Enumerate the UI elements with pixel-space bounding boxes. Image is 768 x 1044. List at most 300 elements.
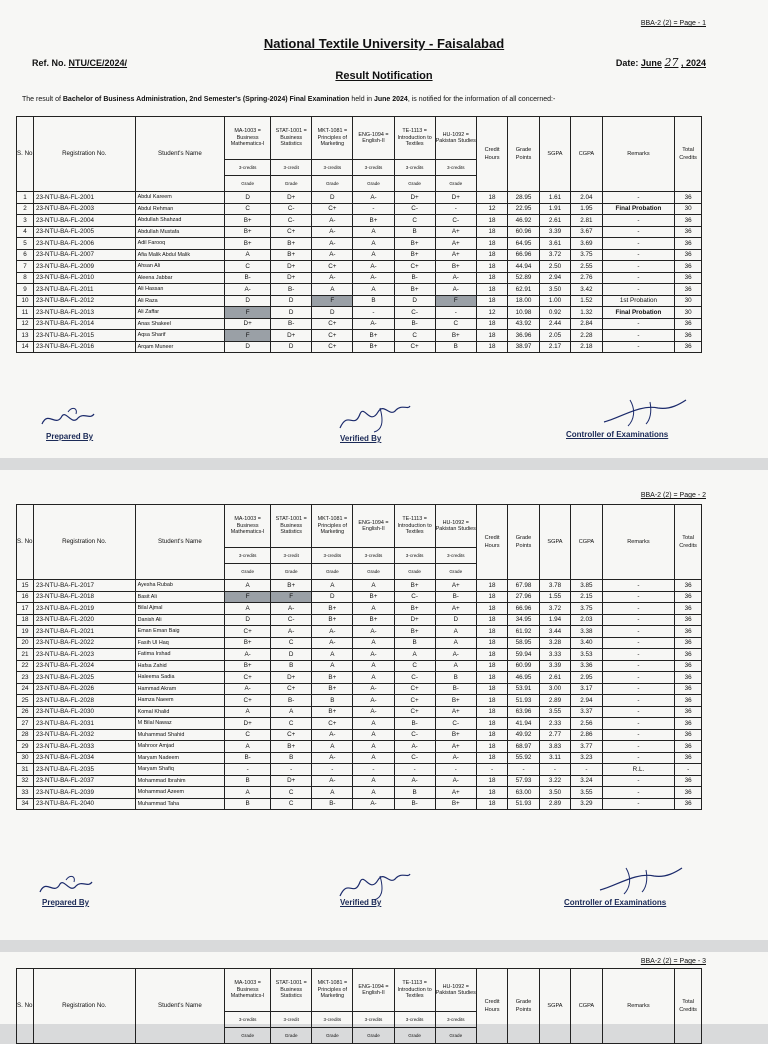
cgpa: 3.37 bbox=[571, 706, 602, 718]
course-grade: A- bbox=[353, 798, 394, 810]
course-code: MKT-1081 = bbox=[317, 128, 348, 135]
course-grade: B+ bbox=[271, 238, 312, 250]
course-grade: F bbox=[271, 591, 312, 603]
result-sheet-page-2 bbox=[0, 470, 768, 940]
cgpa: 3.38 bbox=[571, 626, 602, 638]
col-student-name: Student's Name bbox=[135, 505, 225, 580]
student-name: Arqam Muneer bbox=[135, 341, 225, 353]
course-grade: C- bbox=[271, 215, 312, 227]
remarks: - bbox=[602, 614, 675, 626]
cgpa: 3.75 bbox=[571, 249, 602, 261]
col-sno: S. No. bbox=[17, 117, 34, 192]
intro-post: , is notified for the information of all concerned:- bbox=[407, 96, 556, 103]
course-grade: B bbox=[271, 660, 312, 672]
total-credits: 36 bbox=[675, 775, 702, 787]
verified-signature bbox=[334, 400, 414, 434]
course-credits: 3-credit bbox=[271, 548, 312, 564]
course-grade: B- bbox=[225, 752, 271, 764]
course-grade: D+ bbox=[271, 330, 312, 342]
course-grade: A bbox=[353, 672, 394, 684]
registration-number: 23-NTU-BA-FL-2035 bbox=[33, 764, 135, 776]
table-row bbox=[17, 706, 702, 718]
student-name: Basit Ali bbox=[135, 591, 225, 603]
registration-number: 23-NTU-BA-FL-2018 bbox=[33, 591, 135, 603]
student-name: Maryam Shafiq bbox=[135, 764, 225, 776]
serial-number: 23 bbox=[17, 672, 34, 684]
total-credits: 36 bbox=[675, 798, 702, 810]
course-grade: B+ bbox=[394, 626, 435, 638]
serial-number: 25 bbox=[17, 695, 34, 707]
course-grade: B bbox=[271, 752, 312, 764]
student-name: Aqsa Sharif bbox=[135, 330, 225, 342]
course-grade: A bbox=[353, 741, 394, 753]
course-code: STAT-1001 = bbox=[275, 128, 307, 135]
total-credits: 30 bbox=[675, 203, 702, 215]
course-grade: A- bbox=[312, 637, 353, 649]
credit-hours: 18 bbox=[476, 626, 507, 638]
total-credits: 36 bbox=[675, 683, 702, 695]
col-course bbox=[312, 969, 353, 1012]
course-grade: A- bbox=[312, 272, 353, 284]
serial-number: 18 bbox=[17, 614, 34, 626]
grade-label: Grade bbox=[353, 564, 394, 580]
col-sno: S. No. bbox=[17, 505, 34, 580]
remarks: - bbox=[602, 238, 675, 250]
serial-number: 9 bbox=[17, 284, 34, 296]
grade-points: 34.95 bbox=[508, 614, 539, 626]
course-grade: A+ bbox=[435, 238, 476, 250]
grade-points: 60.99 bbox=[508, 660, 539, 672]
course-grade: B- bbox=[225, 272, 271, 284]
table-row bbox=[17, 764, 702, 776]
remarks: - bbox=[602, 261, 675, 273]
total-credits: 36 bbox=[675, 706, 702, 718]
course-grade: B- bbox=[394, 718, 435, 730]
course-title: Pakistan Studies bbox=[435, 526, 476, 532]
remarks: - bbox=[602, 341, 675, 353]
sgpa: 3.61 bbox=[539, 238, 570, 250]
serial-number: 31 bbox=[17, 764, 34, 776]
course-grade: C- bbox=[394, 307, 435, 319]
col-total-credits: Total Credits bbox=[675, 969, 702, 1044]
course-grade: A bbox=[353, 752, 394, 764]
course-grade: C+ bbox=[312, 261, 353, 273]
table-row bbox=[17, 649, 702, 661]
remarks: - bbox=[602, 672, 675, 684]
sgpa: 3.28 bbox=[539, 637, 570, 649]
registration-number: 23-NTU-BA-FL-2028 bbox=[33, 695, 135, 707]
cgpa: 1.95 bbox=[571, 203, 602, 215]
course-grade: F bbox=[225, 330, 271, 342]
grade-points: 10.98 bbox=[508, 307, 539, 319]
col-remarks: Remarks bbox=[602, 969, 675, 1044]
student-name: Fasih Ul Haq bbox=[135, 637, 225, 649]
remarks: - bbox=[602, 249, 675, 261]
credit-hours: 18 bbox=[476, 729, 507, 741]
total-credits: 36 bbox=[675, 660, 702, 672]
table-row bbox=[17, 261, 702, 273]
registration-number: 23-NTU-BA-FL-2003 bbox=[33, 203, 135, 215]
student-name: Hafsa Zahid bbox=[135, 660, 225, 672]
course-grade: D+ bbox=[271, 272, 312, 284]
table-row bbox=[17, 192, 702, 204]
course-title: English-II bbox=[362, 138, 385, 144]
serial-number: 26 bbox=[17, 706, 34, 718]
credit-hours: 18 bbox=[476, 718, 507, 730]
col-registration: Registration No. bbox=[33, 117, 135, 192]
student-name: Anas Shakeel bbox=[135, 318, 225, 330]
course-grade: - bbox=[271, 764, 312, 776]
table-row bbox=[17, 637, 702, 649]
grade-points: 22.95 bbox=[508, 203, 539, 215]
credit-hours: 18 bbox=[476, 261, 507, 273]
registration-number: 23-NTU-BA-FL-2004 bbox=[33, 215, 135, 227]
course-grade: A bbox=[353, 284, 394, 296]
course-grade: A bbox=[353, 718, 394, 730]
course-title: Introduction to Textiles bbox=[397, 522, 432, 536]
course-grade: C bbox=[271, 787, 312, 799]
course-grade: B bbox=[394, 637, 435, 649]
course-credits: 3-credits bbox=[394, 160, 435, 176]
course-grade: A- bbox=[353, 626, 394, 638]
serial-number: 30 bbox=[17, 752, 34, 764]
course-grade: B- bbox=[394, 272, 435, 284]
total-credits: 36 bbox=[675, 215, 702, 227]
course-grade: A+ bbox=[435, 580, 476, 592]
total-credits: 36 bbox=[675, 261, 702, 273]
course-grade: A bbox=[353, 226, 394, 238]
student-name: Adil Farooq bbox=[135, 238, 225, 250]
course-grade: C- bbox=[271, 203, 312, 215]
cgpa: 3.24 bbox=[571, 775, 602, 787]
credit-hours: 18 bbox=[476, 695, 507, 707]
page-number: BBA-2 (2) = Page - 1 bbox=[640, 20, 706, 27]
col-grade-points: Grade Points bbox=[508, 505, 539, 580]
verified-signature bbox=[334, 868, 414, 902]
grade-points: 52.89 bbox=[508, 272, 539, 284]
remarks: - bbox=[602, 775, 675, 787]
course-grade: C+ bbox=[312, 203, 353, 215]
registration-number: 23-NTU-BA-FL-2011 bbox=[33, 284, 135, 296]
serial-number: 19 bbox=[17, 626, 34, 638]
course-grade: A- bbox=[353, 649, 394, 661]
cgpa: 3.53 bbox=[571, 649, 602, 661]
course-grade: B bbox=[353, 295, 394, 307]
remarks: - bbox=[602, 741, 675, 753]
remarks: - bbox=[602, 192, 675, 204]
table-row bbox=[17, 603, 702, 615]
grade-points: 38.97 bbox=[508, 341, 539, 353]
course-credits: 3-credits bbox=[394, 1012, 435, 1028]
credit-hours: 18 bbox=[476, 649, 507, 661]
col-cgpa: CGPA bbox=[571, 505, 602, 580]
total-credits: 30 bbox=[675, 295, 702, 307]
student-name: Ayesha Rubab bbox=[135, 580, 225, 592]
cgpa: 2.94 bbox=[571, 695, 602, 707]
course-grade: B- bbox=[271, 695, 312, 707]
serial-number: 4 bbox=[17, 226, 34, 238]
course-grade: B+ bbox=[435, 798, 476, 810]
course-grade: A bbox=[353, 787, 394, 799]
remarks: R.L. bbox=[602, 764, 675, 776]
result-table bbox=[16, 116, 702, 353]
grade-points: 53.91 bbox=[508, 683, 539, 695]
course-grade: A- bbox=[353, 706, 394, 718]
serial-number: 16 bbox=[17, 591, 34, 603]
remarks: - bbox=[602, 649, 675, 661]
course-grade: D+ bbox=[435, 192, 476, 204]
col-course bbox=[353, 505, 394, 548]
course-code: HU-1092 = bbox=[442, 131, 469, 138]
total-credits: 36 bbox=[675, 318, 702, 330]
remarks: - bbox=[602, 660, 675, 672]
course-credits: 3-credits bbox=[353, 548, 394, 564]
serial-number: 28 bbox=[17, 729, 34, 741]
course-grade: C- bbox=[394, 203, 435, 215]
course-grade: A bbox=[353, 603, 394, 615]
sgpa: 3.00 bbox=[539, 683, 570, 695]
table-row bbox=[17, 226, 702, 238]
grade-points: 43.92 bbox=[508, 318, 539, 330]
serial-number: 21 bbox=[17, 649, 34, 661]
course-grade: A- bbox=[435, 272, 476, 284]
course-grade: B bbox=[312, 695, 353, 707]
registration-number: 23-NTU-BA-FL-2031 bbox=[33, 718, 135, 730]
course-grade: A bbox=[394, 649, 435, 661]
course-code: ENG-1094 = bbox=[358, 983, 389, 990]
controller-label: Controller of Examinations bbox=[566, 430, 669, 439]
course-grade: B+ bbox=[225, 226, 271, 238]
col-credit-hours: Credit Hours bbox=[476, 969, 507, 1044]
course-grade: A- bbox=[394, 741, 435, 753]
table-row bbox=[17, 318, 702, 330]
course-grade: B+ bbox=[312, 614, 353, 626]
student-name: Ali Hassan bbox=[135, 284, 225, 296]
course-grade: A+ bbox=[435, 706, 476, 718]
credit-hours: - bbox=[476, 764, 507, 776]
total-credits: 30 bbox=[675, 307, 702, 319]
cgpa: 3.55 bbox=[571, 787, 602, 799]
course-title: Business Statistics bbox=[280, 134, 303, 148]
course-grade: C+ bbox=[312, 318, 353, 330]
course-grade: C- bbox=[435, 215, 476, 227]
course-grade: - bbox=[353, 764, 394, 776]
course-grade: B+ bbox=[225, 660, 271, 672]
remarks: - bbox=[602, 695, 675, 707]
course-grade: C bbox=[225, 729, 271, 741]
course-grade: A+ bbox=[435, 787, 476, 799]
cgpa: 2.56 bbox=[571, 718, 602, 730]
grade-label: Grade bbox=[435, 1028, 476, 1044]
course-grade: A- bbox=[225, 284, 271, 296]
course-grade: C- bbox=[394, 752, 435, 764]
grade-points: 46.92 bbox=[508, 215, 539, 227]
col-student-name: Student's Name bbox=[135, 117, 225, 192]
total-credits: 36 bbox=[675, 626, 702, 638]
total-credits: 36 bbox=[675, 330, 702, 342]
course-grade: D+ bbox=[271, 775, 312, 787]
course-grade: B- bbox=[394, 318, 435, 330]
col-credit-hours: Credit Hours bbox=[476, 505, 507, 580]
course-grade: A- bbox=[312, 626, 353, 638]
sgpa: 3.50 bbox=[539, 787, 570, 799]
course-credits: 3-credit bbox=[271, 1012, 312, 1028]
page-number: BBA-2 (2) = Page - 3 bbox=[640, 958, 706, 965]
grade-points: 60.96 bbox=[508, 226, 539, 238]
course-grade: C bbox=[394, 660, 435, 672]
course-grade: - bbox=[225, 764, 271, 776]
sgpa: 2.89 bbox=[539, 695, 570, 707]
credit-hours: 18 bbox=[476, 580, 507, 592]
cgpa: 3.17 bbox=[571, 683, 602, 695]
course-code: STAT-1001 = bbox=[275, 516, 307, 523]
serial-number: 29 bbox=[17, 741, 34, 753]
sgpa: 3.39 bbox=[539, 226, 570, 238]
sgpa: 1.55 bbox=[539, 591, 570, 603]
student-name: Muhammad Taha bbox=[135, 798, 225, 810]
course-grade: B- bbox=[394, 798, 435, 810]
credit-hours: 12 bbox=[476, 307, 507, 319]
cgpa: 2.28 bbox=[571, 330, 602, 342]
course-grade: A- bbox=[435, 284, 476, 296]
credit-hours: 18 bbox=[476, 341, 507, 353]
serial-number: 7 bbox=[17, 261, 34, 273]
course-code: TE-1113 = bbox=[402, 128, 427, 135]
sgpa: 3.50 bbox=[539, 284, 570, 296]
course-grade: F bbox=[225, 591, 271, 603]
student-name: Haleema Sadia bbox=[135, 672, 225, 684]
registration-number: 23-NTU-BA-FL-2012 bbox=[33, 295, 135, 307]
verified-by-label: Verified By bbox=[340, 898, 382, 907]
student-name: Mahroor Amjad bbox=[135, 741, 225, 753]
col-cgpa: CGPA bbox=[571, 117, 602, 192]
col-course bbox=[435, 505, 476, 548]
total-credits: 36 bbox=[675, 226, 702, 238]
course-grade: D+ bbox=[271, 261, 312, 273]
total-credits: 36 bbox=[675, 741, 702, 753]
col-course bbox=[312, 505, 353, 548]
course-grade: A- bbox=[435, 649, 476, 661]
table-row bbox=[17, 238, 702, 250]
serial-number: 32 bbox=[17, 775, 34, 787]
cgpa: 2.84 bbox=[571, 318, 602, 330]
sgpa: 3.44 bbox=[539, 626, 570, 638]
remarks: - bbox=[602, 752, 675, 764]
grade-points: 51.93 bbox=[508, 695, 539, 707]
course-grade: B+ bbox=[353, 215, 394, 227]
col-registration: Registration No. bbox=[33, 969, 135, 1044]
total-credits: 36 bbox=[675, 272, 702, 284]
credit-hours: 18 bbox=[476, 192, 507, 204]
sgpa: 2.33 bbox=[539, 718, 570, 730]
course-title: Business Mathematics-I bbox=[230, 134, 265, 148]
col-course bbox=[394, 505, 435, 548]
total-credits: 36 bbox=[675, 672, 702, 684]
course-grade: A bbox=[271, 706, 312, 718]
serial-number: 17 bbox=[17, 603, 34, 615]
course-grade: A- bbox=[312, 249, 353, 261]
remarks: - bbox=[602, 603, 675, 615]
registration-number: 23-NTU-BA-FL-2034 bbox=[33, 752, 135, 764]
registration-number: 23-NTU-BA-FL-2025 bbox=[33, 672, 135, 684]
course-title: Principles of Marketing bbox=[317, 522, 348, 536]
credit-hours: 18 bbox=[476, 249, 507, 261]
registration-number: 23-NTU-BA-FL-2005 bbox=[33, 226, 135, 238]
course-grade: - bbox=[353, 307, 394, 319]
course-grade: A bbox=[225, 787, 271, 799]
serial-number: 1 bbox=[17, 192, 34, 204]
course-grade: D bbox=[225, 192, 271, 204]
col-grade-points: Grade Points bbox=[508, 117, 539, 192]
sgpa: 2.61 bbox=[539, 672, 570, 684]
grade-label: Grade bbox=[394, 564, 435, 580]
col-registration: Registration No. bbox=[33, 505, 135, 580]
table-row bbox=[17, 614, 702, 626]
student-name: Ali Raza bbox=[135, 295, 225, 307]
course-grade: B+ bbox=[271, 580, 312, 592]
course-grade: B+ bbox=[312, 683, 353, 695]
course-grade: A bbox=[225, 741, 271, 753]
ref-value: NTU/CE/2024/ bbox=[68, 58, 128, 68]
course-credits: 3-credits bbox=[312, 160, 353, 176]
course-grade: B- bbox=[271, 284, 312, 296]
course-code: MA-1003 = bbox=[234, 980, 261, 987]
course-grade: A- bbox=[312, 238, 353, 250]
col-course bbox=[394, 117, 435, 160]
grade-label: Grade bbox=[353, 176, 394, 192]
course-grade: F bbox=[225, 307, 271, 319]
grade-points: 49.92 bbox=[508, 729, 539, 741]
cgpa: 2.55 bbox=[571, 261, 602, 273]
course-grade: A bbox=[225, 603, 271, 615]
grade-label: Grade bbox=[312, 176, 353, 192]
table-row bbox=[17, 775, 702, 787]
reference-number bbox=[32, 58, 153, 68]
table-row bbox=[17, 626, 702, 638]
sgpa: 2.61 bbox=[539, 215, 570, 227]
sgpa: 3.39 bbox=[539, 660, 570, 672]
table-row bbox=[17, 307, 702, 319]
course-credits: 3-credits bbox=[353, 160, 394, 176]
sgpa: 2.77 bbox=[539, 729, 570, 741]
credit-hours: 18 bbox=[476, 284, 507, 296]
course-credits: 3-credit bbox=[271, 160, 312, 176]
sgpa: 2.94 bbox=[539, 272, 570, 284]
course-credits: 3-credits bbox=[225, 160, 271, 176]
total-credits: 36 bbox=[675, 284, 702, 296]
remarks: - bbox=[602, 272, 675, 284]
registration-number: 23-NTU-BA-FL-2030 bbox=[33, 706, 135, 718]
remarks: Final Probation bbox=[602, 203, 675, 215]
grade-label: Grade bbox=[225, 1028, 271, 1044]
course-grade: B+ bbox=[225, 215, 271, 227]
intro-pre: The result of bbox=[22, 96, 61, 103]
course-grade: B bbox=[435, 672, 476, 684]
student-name: Bilal Ajmal bbox=[135, 603, 225, 615]
course-grade: A- bbox=[435, 752, 476, 764]
cgpa: - bbox=[571, 764, 602, 776]
remarks: - bbox=[602, 787, 675, 799]
remarks: Final Probation bbox=[602, 307, 675, 319]
cgpa: 1.32 bbox=[571, 307, 602, 319]
course-code: TE-1113 = bbox=[402, 516, 427, 523]
table-row bbox=[17, 683, 702, 695]
total-credits: 36 bbox=[675, 238, 702, 250]
remarks: - bbox=[602, 330, 675, 342]
col-cgpa: CGPA bbox=[571, 969, 602, 1044]
col-course bbox=[394, 969, 435, 1012]
grade-points: 41.94 bbox=[508, 718, 539, 730]
